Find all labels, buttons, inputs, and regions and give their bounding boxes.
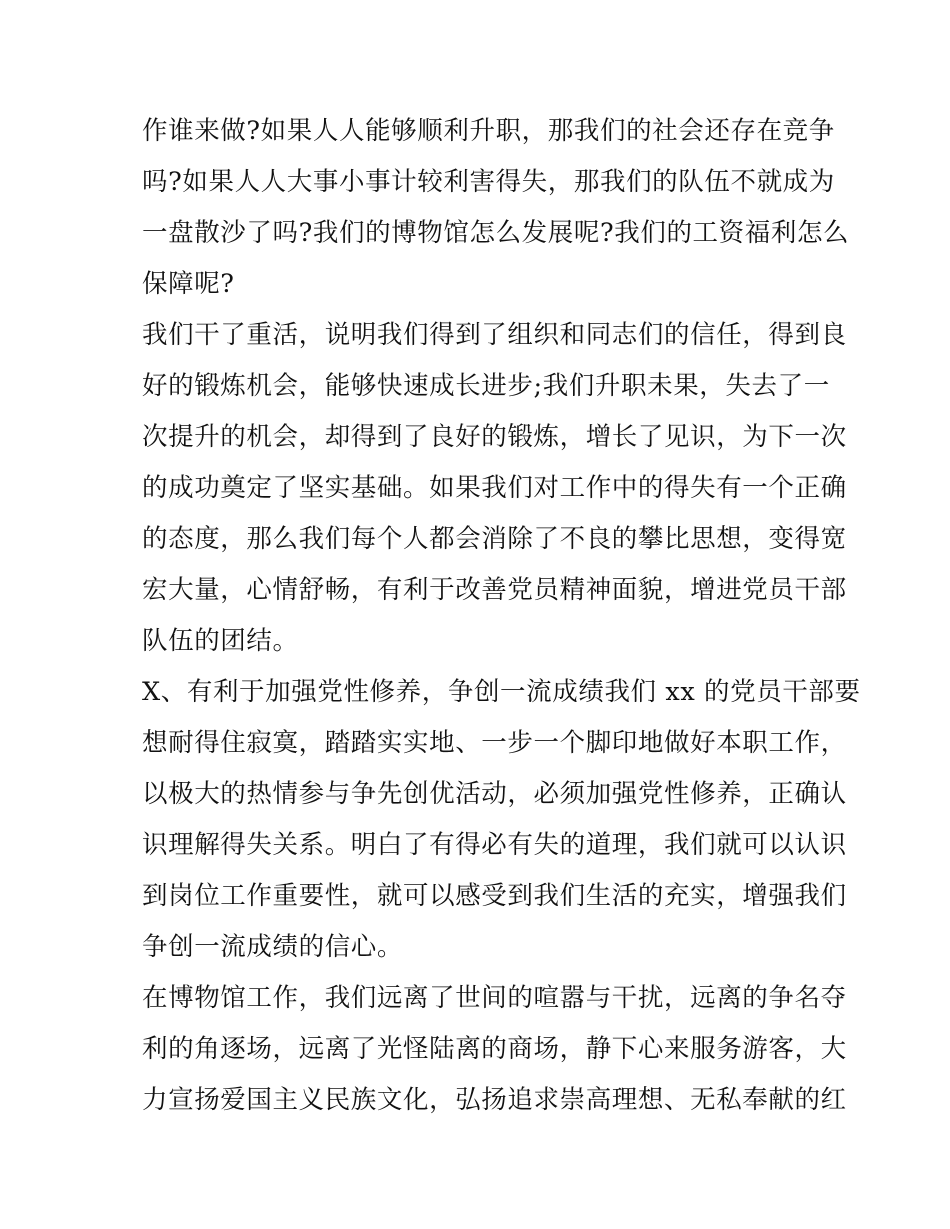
- text-line: 的态度，那么我们每个人都会消除了不良的攀比思想，变得宽: [142, 524, 847, 554]
- text-line: 以极大的热情参与争先创优活动，必须加强党性修养，正确认: [142, 779, 847, 809]
- text-line: 次提升的机会，却得到了良好的锻炼，增长了见识，为下一次: [142, 422, 847, 452]
- text-line: 我们干了重活，说明我们得到了组织和同志们的信任，得到良: [142, 320, 847, 350]
- text-line: 想耐得住寂寞，踏踏实实地、一步一个脚印地做好本职工作，: [142, 728, 847, 758]
- text-line: 好的锻炼机会，能够快速成长进步;我们升职未果，失去了一: [142, 371, 830, 401]
- document-body: [142, 106, 861, 1126]
- text-line: 一盘散沙了吗?我们的博物馆怎么发展呢?我们的工资福利怎么: [142, 218, 850, 248]
- text-line: 的成功奠定了坚实基础。如果我们对工作中的得失有一个正确: [142, 473, 847, 503]
- text-line: 利的角逐场，远离了光怪陆离的商场，静下心来服务游客，大: [142, 1034, 847, 1064]
- text-line: 力宣扬爱国主义民族文化，弘扬追求崇高理想、无私奉献的红: [142, 1085, 847, 1115]
- text-line: X、有利于加强党性修养，争创一流成绩我们 xx 的党员干部要: [142, 677, 861, 707]
- text-line: 作谁来做?如果人人能够顺利升职，那我们的社会还存在竞争: [142, 116, 835, 146]
- text-line: 识理解得失关系。明白了有得必有失的道理，我们就可以认识: [142, 830, 847, 860]
- text-line: 在博物馆工作，我们远离了世间的喧嚣与干扰，远离的争名夺: [142, 983, 847, 1013]
- text-line: 宏大量，心情舒畅，有利于改善党员精神面貌，增进党员干部: [142, 575, 847, 605]
- text-line: 到岗位工作重要性，就可以感受到我们生活的充实，增强我们: [142, 881, 847, 911]
- text-line: 争创一流成绩的信心。: [142, 932, 404, 962]
- text-line: 队伍的团结。: [142, 626, 299, 656]
- text-line: 吗?如果人人大事小事计较利害得失，那我们的队伍不就成为: [142, 167, 835, 197]
- text-line: 保障呢?: [142, 269, 235, 299]
